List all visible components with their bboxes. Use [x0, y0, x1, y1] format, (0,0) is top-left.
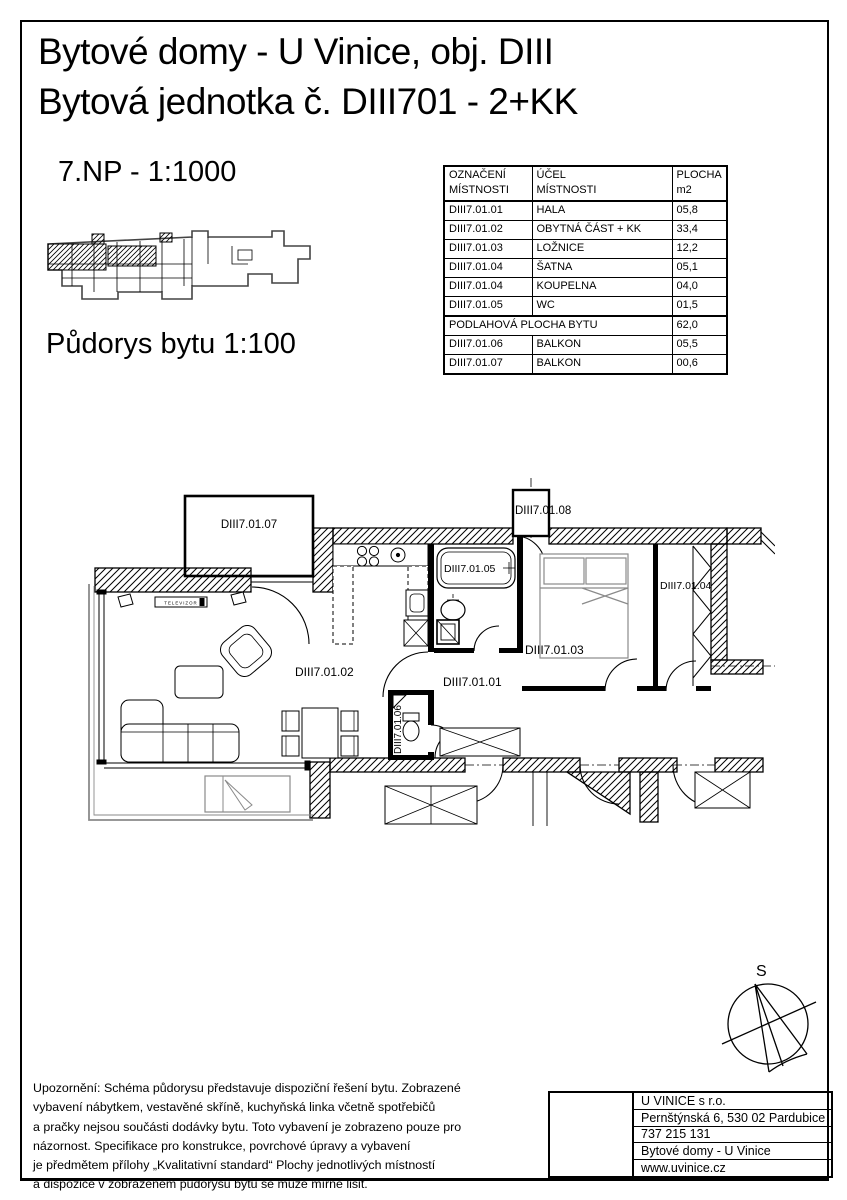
cooktop-burner [369, 557, 378, 566]
pillow [586, 558, 626, 584]
kitchen-counter [333, 544, 428, 566]
lounger [205, 776, 290, 812]
header-purpose: ÚČEL MÍSTNOSTI [532, 166, 672, 201]
chair [341, 711, 358, 731]
balcony-large [185, 496, 313, 576]
cooktop-burner [357, 546, 366, 555]
floor-overview-label: 7.NP - 1:1000 [58, 156, 237, 188]
disclaimer-line: a dispozice v zobrazeném půdorysu bytu se může mírně lišit. [33, 1177, 368, 1192]
header-area: PLOCHA m2 [672, 166, 727, 201]
title-block [548, 1091, 833, 1178]
coffee-table [175, 666, 223, 698]
room-labels [295, 665, 502, 689]
disclaimer-line: názornost. Specifikace pro konstrukce, povrchové úpravy a vybavení [33, 1138, 411, 1153]
company-phone: 737 215 131 [634, 1127, 831, 1144]
sheet-title [38, 27, 578, 127]
room-label: DIII7.01.03 [525, 643, 584, 657]
disclaimer-note [33, 1079, 463, 1195]
north-arrow [710, 958, 824, 1078]
chair [282, 736, 299, 756]
disclaimer-line: Upozornění: Schéma půdorysu představuje dispoziční řešení bytu. Zobrazené [33, 1081, 461, 1095]
speaker-icon [231, 592, 246, 605]
table-row: DIII7.01.07 BALKON 00,6 [444, 355, 727, 375]
table-row: DIII7.01.05 WC 01,5 [444, 297, 727, 317]
floor-overview-drawing [42, 206, 317, 306]
disclaimer-line: vybavení nábytkem, vestavěné skříně, kuchyňská linka včetně spotřebičů [33, 1100, 436, 1115]
table-row: DIII7.01.03 LOŽNICE 12,2 [444, 240, 727, 259]
pillow [544, 558, 584, 584]
kitchen [333, 544, 428, 646]
break-marks [761, 532, 775, 554]
project-name: Bytové domy - U Vinice [634, 1143, 831, 1160]
cooktop-burner [369, 546, 378, 555]
table-row: DIII7.01.06 BALKON 05,5 [444, 336, 727, 355]
title-block-logo-cell [550, 1093, 634, 1176]
table-summary-row: PODLAHOVÁ PLOCHA BYTU 62,0 [444, 316, 727, 336]
company-name: U VINICE s r.o. [634, 1093, 831, 1110]
dining-table [302, 708, 338, 758]
tv-label: TELEVIZOR [164, 600, 198, 606]
room-label: DIII7.01.06 [393, 705, 404, 754]
disclaimer-line: a pračky nejsou součásti dodávky bytu. Toto vybavení je zobrazeno pouze pro [33, 1119, 462, 1134]
room-label: DIII7.01.04 [660, 580, 712, 592]
plan-scale-label: Půdorys bytu 1:100 [46, 328, 296, 360]
table-row: DIII7.01.02 OBYTNÁ ČÁST + KK 33,4 [444, 221, 727, 240]
title-line-1: Bytové domy - U Vinice, obj. DIII [38, 31, 554, 72]
floor-plan-drawing [85, 470, 775, 870]
room-label: DIII7.01.07 [220, 519, 278, 531]
washbasin [441, 600, 465, 620]
title-line-2: Bytová jednotka č. DIII701 - 2+KK [38, 81, 578, 122]
company-website: www.uvinice.cz [641, 1161, 726, 1176]
room-label: DIII7.01.08 [515, 505, 572, 517]
toilet-tank [403, 713, 419, 721]
kitchen-counter [333, 566, 353, 644]
cooktop-burner [357, 557, 366, 566]
disclaimer-line: je předmětem přílohy „Kvalitativní standard“ Plochy jednotlivých místností [33, 1158, 436, 1173]
armchair [216, 621, 275, 680]
table-row: DIII7.01.04 KOUPELNA 04,0 [444, 278, 727, 297]
corridor-storage [385, 728, 750, 826]
speaker-icon [118, 594, 133, 607]
compass-north-label: S [756, 963, 767, 980]
room-label: DIII7.01.02 [295, 665, 354, 679]
table-row: DIII7.01.04 ŠATNA 05,1 [444, 259, 727, 278]
chair [341, 736, 358, 756]
toilet [403, 721, 419, 741]
room-schedule-table [443, 165, 728, 375]
outside-balcony [89, 584, 313, 820]
chair [282, 711, 299, 731]
sofa [121, 724, 239, 762]
table-row: DIII7.01.01 HALA 05,8 [444, 201, 727, 221]
room-label: DIII7.01.01 [443, 675, 502, 689]
table-header-row [444, 166, 727, 201]
room-label: DIII7.01.05 [444, 563, 496, 575]
header-designation: OZNAČENÍ MÍSTNOSTI [444, 166, 532, 201]
company-address: Pernštýnská 6, 530 02 Pardubice [634, 1110, 831, 1127]
closet-shelves [693, 546, 711, 686]
